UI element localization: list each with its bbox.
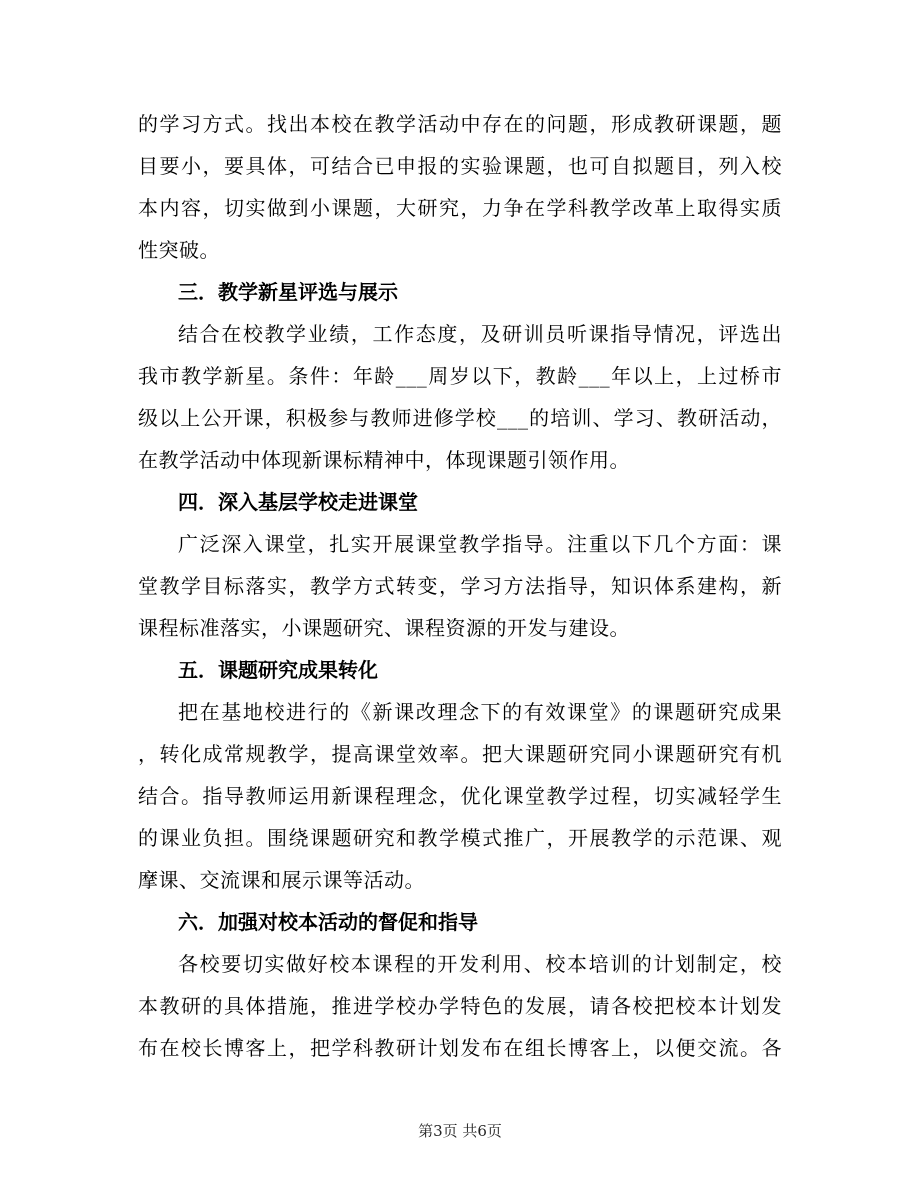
section-heading-5: 五．课题研究成果转化 xyxy=(178,658,378,682)
document-body xyxy=(138,103,782,1069)
paragraph-line: 在教学活动中体现新课标精神中，体现课题引领作用。 xyxy=(138,448,630,472)
paragraph-line: 本教研的具体措施，推进学校办学特色的发展，请各校把校本计划发 xyxy=(138,994,782,1018)
paragraph-line: 把在基地校进行的《新课改理念下的有效课堂》的课题研究成果 xyxy=(178,700,782,724)
section-heading-3: 三．教学新星评选与展示 xyxy=(178,280,398,304)
paragraph-line: 结合在校教学业绩，工作态度，及研训员听课指导情况，评选出 xyxy=(178,322,782,346)
paragraph-line: 课程标准落实，小课题研究、课程资源的开发与建设。 xyxy=(138,616,630,640)
paragraph-line: 的课业负担。围绕课题研究和教学模式推广，开展教学的示范课、观 xyxy=(138,826,782,850)
paragraph-line: 广泛深入课堂，扎实开展课堂教学指导。注重以下几个方面：课 xyxy=(178,532,782,556)
paragraph-line: 结合。指导教师运用新课程理念，优化课堂教学过程，切实减轻学生 xyxy=(138,784,782,808)
section-4-paragraph xyxy=(138,523,782,649)
section-6-paragraph xyxy=(138,943,782,1069)
paragraph-line: 的学习方式。找出本校在教学活动中存在的问题，形成教研课题，题 xyxy=(138,112,782,136)
paragraph-line: 堂教学目标落实，教学方式转变，学习方法指导，知识体系建构，新 xyxy=(138,574,782,598)
page-number-footer: 第3页 共6页 xyxy=(418,1122,502,1140)
paragraph-line: 摩课、交流课和展示课等活动。 xyxy=(138,868,425,892)
paragraph-line: 各校要切实做好校本课程的开发利用、校本培训的计划制定，校 xyxy=(178,952,782,976)
section-heading-6: 六．加强对校本活动的督促和指导 xyxy=(178,910,478,934)
intro-paragraph xyxy=(138,103,782,271)
section-heading-4: 四．深入基层学校走进课堂 xyxy=(178,490,418,514)
paragraph-line: 布在校长博客上，把学科教研计划发布在组长博客上，以便交流。各 xyxy=(138,1036,782,1060)
paragraph-line: 目要小，要具体，可结合已申报的实验课题，也可自拟题目，列入校 xyxy=(138,154,782,178)
section-3-paragraph xyxy=(138,313,782,481)
paragraph-line: 本内容，切实做到小课题，大研究，力争在学科教学改革上取得实质 xyxy=(138,196,782,220)
paragraph-line: 性突破。 xyxy=(138,238,220,262)
paragraph-line: ，转化成常规教学，提高课堂效率。把大课题研究同小课题研究有机 xyxy=(138,742,782,766)
section-5-paragraph xyxy=(138,691,782,901)
paragraph-line: 级以上公开课，积极参与教师进修学校___的培训、学习、教研活动， xyxy=(138,406,782,430)
paragraph-line: 我市教学新星。条件：年龄___周岁以下，教龄___年以上，上过桥市 xyxy=(138,364,782,388)
